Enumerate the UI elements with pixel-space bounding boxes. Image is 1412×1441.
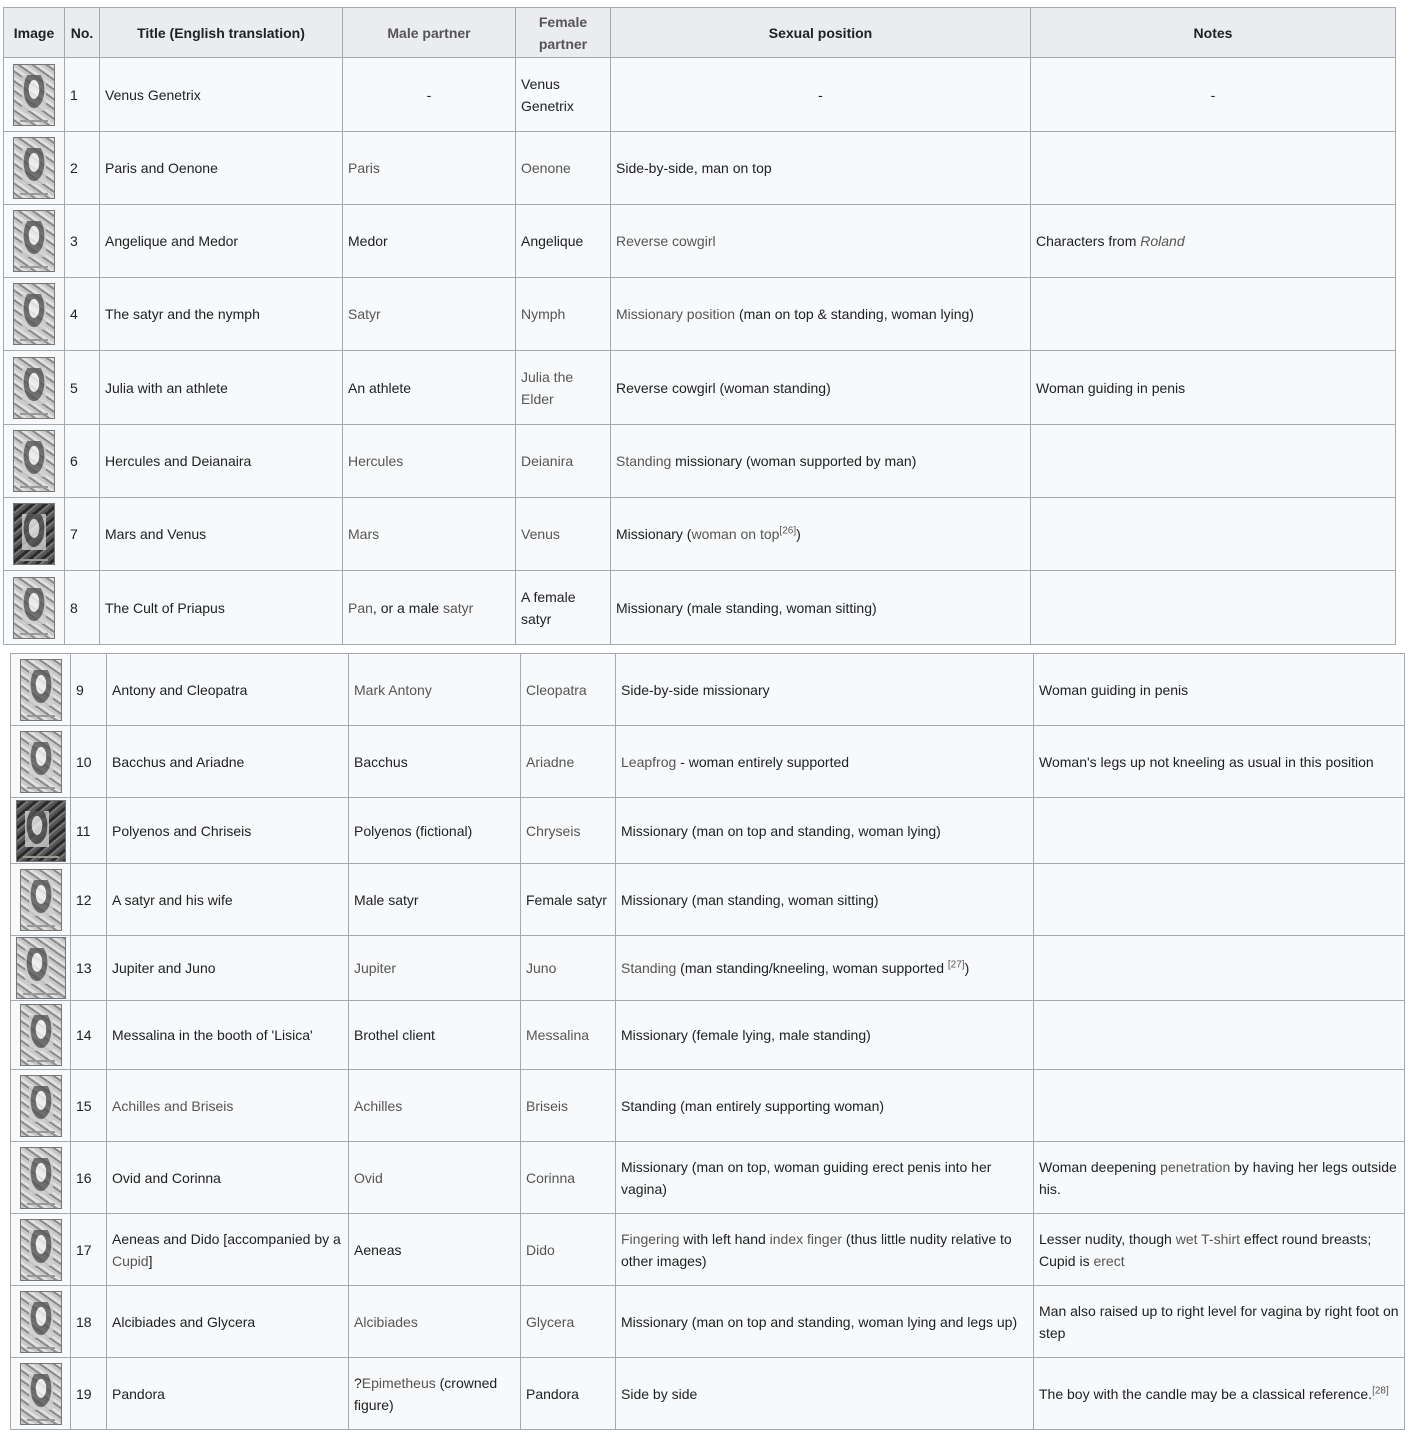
row-position: Missionary (male standing, woman sitting) — [611, 571, 1031, 645]
engraving-thumbnail[interactable] — [20, 869, 62, 931]
row-notes — [1031, 278, 1396, 351]
male-text-end: (crowned figure) — [354, 1374, 498, 1413]
male-link-satyr[interactable]: satyr — [442, 599, 474, 616]
row-number: 9 — [71, 654, 107, 726]
positions-table-part-2 — [10, 653, 1405, 1430]
row-position: Side by side — [616, 1358, 1034, 1430]
position-text-end: ) — [796, 526, 801, 542]
position-link-index-finger[interactable]: index finger — [769, 1230, 843, 1247]
row-title: Venus Genetrix — [100, 58, 343, 132]
row-male — [349, 1358, 521, 1430]
row-title: Ovid and Corinna — [107, 1142, 349, 1214]
row-notes — [1031, 132, 1396, 205]
row-female[interactable]: Oenone — [516, 132, 611, 205]
row-female: Female satyr — [521, 864, 616, 936]
notes-text: Lesser nudity, though — [1039, 1230, 1176, 1247]
table-row — [4, 571, 1396, 645]
male-link-epimetheus[interactable]: Epimetheus — [361, 1374, 436, 1391]
position-text: (man standing/kneeling, woman supported — [676, 960, 948, 976]
row-title: Mars and Venus — [100, 498, 343, 571]
row-title: Antony and Cleopatra — [107, 654, 349, 726]
notes-link-penetration[interactable]: penetration — [1160, 1158, 1231, 1175]
row-female: Pandora — [521, 1358, 616, 1430]
engraving-thumbnail[interactable] — [13, 503, 55, 565]
row-notes — [1034, 1214, 1405, 1286]
row-female: Venus Genetrix — [516, 58, 611, 132]
row-number: 19 — [71, 1358, 107, 1430]
row-number: 7 — [65, 498, 100, 571]
position-text: with left hand — [679, 1230, 770, 1247]
row-position: Missionary (man standing, woman sitting) — [616, 864, 1034, 936]
row-title: The satyr and the nymph — [100, 278, 343, 351]
row-position: Missionary (man on top and standing, woman lying and legs up) — [616, 1286, 1034, 1358]
engraving-thumbnail[interactable] — [20, 1075, 62, 1137]
row-female[interactable]: Dido — [521, 1214, 616, 1286]
citation-28[interactable]: [28] — [1372, 1384, 1389, 1396]
row-number: 2 — [65, 132, 100, 205]
notes-link-erect[interactable]: erect — [1093, 1252, 1125, 1269]
row-female[interactable]: Ariadne — [521, 726, 616, 798]
row-notes: Woman guiding in penis — [1031, 351, 1396, 425]
row-notes: Woman's legs up not kneeling as usual in this position — [1034, 726, 1405, 798]
table-row — [11, 1001, 1405, 1070]
title-text-end: ] — [148, 1252, 153, 1269]
male-text: , or a male — [372, 599, 443, 616]
row-title: Paris and Oenone — [100, 132, 343, 205]
row-male: Polyenos (fictional) — [349, 798, 521, 864]
row-title — [107, 1214, 349, 1286]
header-image[interactable]: Image — [4, 8, 65, 58]
row-number: 15 — [71, 1070, 107, 1142]
title-link-cupid[interactable]: Cupid — [112, 1252, 149, 1269]
row-male: An athlete — [343, 351, 516, 425]
position-link[interactable]: Leapfrog — [621, 753, 677, 770]
row-notes — [1031, 205, 1396, 278]
table-row — [11, 1214, 1405, 1286]
notes-link-wet-tshirt[interactable]: wet T-shirt — [1175, 1230, 1241, 1247]
position-link[interactable]: Standing — [621, 960, 677, 976]
position-text: (man on top & standing, woman lying) — [735, 306, 974, 322]
row-position — [611, 425, 1031, 498]
row-number: 13 — [71, 936, 107, 1001]
position-text: Missionary ( — [616, 526, 692, 542]
male-link-pan[interactable]: Pan — [348, 599, 373, 616]
row-position — [616, 936, 1034, 1001]
engraving-thumbnail[interactable] — [20, 1291, 62, 1353]
row-male[interactable]: Achilles — [349, 1070, 521, 1142]
row-notes — [1034, 864, 1405, 936]
position-text-end: ) — [964, 960, 970, 976]
row-title: Angelique and Medor — [100, 205, 343, 278]
header-title[interactable]: Title (English translation) — [100, 8, 343, 58]
row-female[interactable]: Cleopatra — [521, 654, 616, 726]
row-position: Missionary (man on top and standing, woman lying) — [616, 798, 1034, 864]
header-row — [4, 8, 1396, 58]
position-text: missionary (woman supported by man) — [671, 453, 917, 469]
position-link[interactable]: Missionary position — [616, 306, 736, 322]
row-position — [616, 726, 1034, 798]
row-female[interactable]: Messalina — [521, 1001, 616, 1070]
positions-table-part-1 — [3, 7, 1396, 645]
engraving-thumbnail[interactable] — [16, 800, 66, 862]
row-male: Brothel client — [349, 1001, 521, 1070]
row-female[interactable]: Nymph — [516, 278, 611, 351]
row-title: Julia with an athlete — [100, 351, 343, 425]
notes-text-mid: effect round breasts; Cupid is — [1039, 1230, 1372, 1269]
table-row — [11, 1358, 1405, 1430]
row-number: 3 — [65, 205, 100, 278]
engraving-thumbnail[interactable] — [20, 1219, 62, 1281]
position-link[interactable]: Standing — [616, 453, 672, 469]
row-number: 16 — [71, 1142, 107, 1214]
row-number: 14 — [71, 1001, 107, 1070]
table-row — [11, 1142, 1405, 1214]
row-male[interactable]: Hercules — [343, 425, 516, 498]
row-number: 1 — [65, 58, 100, 132]
row-notes: - — [1031, 58, 1396, 132]
row-position: Reverse cowgirl (woman standing) — [611, 351, 1031, 425]
engraving-thumbnail[interactable] — [16, 937, 66, 999]
table-row — [4, 278, 1396, 351]
notes-text: Woman deepening — [1039, 1158, 1161, 1175]
row-title: A satyr and his wife — [107, 864, 349, 936]
row-notes — [1034, 1070, 1405, 1142]
row-male: Bacchus — [349, 726, 521, 798]
row-number: 17 — [71, 1214, 107, 1286]
row-notes — [1031, 425, 1396, 498]
row-notes — [1034, 936, 1405, 1001]
row-notes — [1031, 498, 1396, 571]
position-link-fingering[interactable]: Fingering — [621, 1230, 680, 1247]
engraving-thumbnail[interactable] — [13, 283, 55, 345]
engraving-thumbnail[interactable] — [13, 577, 55, 639]
engraving-thumbnail[interactable] — [13, 137, 55, 199]
table-row — [4, 351, 1396, 425]
table-row — [4, 425, 1396, 498]
row-notes: Woman guiding in penis — [1034, 654, 1405, 726]
row-male: Medor — [343, 205, 516, 278]
title-text: Aeneas and Dido [accompanied by a — [112, 1230, 341, 1247]
row-number: 10 — [71, 726, 107, 798]
position-text-end: (thus little nudity relative to other images) — [621, 1230, 1012, 1269]
table-row — [11, 936, 1405, 1001]
row-title: Hercules and Deianaira — [100, 425, 343, 498]
row-female[interactable]: Briseis — [521, 1070, 616, 1142]
row-number: 18 — [71, 1286, 107, 1358]
citation-27[interactable]: [27] — [947, 959, 965, 971]
row-male[interactable]: Alcibiades — [349, 1286, 521, 1358]
row-male[interactable]: Paris — [343, 132, 516, 205]
header-position[interactable]: Sexual position — [611, 8, 1031, 58]
position-text: - woman entirely supported — [676, 753, 850, 770]
row-number: 6 — [65, 425, 100, 498]
row-number: 8 — [65, 571, 100, 645]
table-row — [11, 1286, 1405, 1358]
table-row — [11, 654, 1405, 726]
row-position: Side-by-side, man on top — [611, 132, 1031, 205]
row-male[interactable]: Mars — [343, 498, 516, 571]
row-female[interactable]: Glycera — [521, 1286, 616, 1358]
row-title: Jupiter and Juno — [107, 936, 349, 1001]
row-title: Polyenos and Chriseis — [107, 798, 349, 864]
engraving-thumbnail[interactable] — [20, 1363, 62, 1425]
row-male: Male satyr — [349, 864, 521, 936]
row-female: Angelique — [516, 205, 611, 278]
row-title[interactable]: Achilles and Briseis — [107, 1070, 349, 1142]
engraving-thumbnail[interactable] — [13, 210, 55, 272]
row-position: - — [611, 58, 1031, 132]
row-title: The Cult of Priapus — [100, 571, 343, 645]
row-male[interactable]: Mark Antony — [349, 654, 521, 726]
notes-link-roland[interactable]: Roland — [1140, 233, 1185, 249]
engraving-thumbnail[interactable] — [13, 430, 55, 492]
engraving-thumbnail[interactable] — [13, 64, 55, 126]
notes-text-end: by having her legs outside his. — [1039, 1158, 1397, 1197]
row-position — [611, 498, 1031, 571]
header-male[interactable]: Male partner — [343, 8, 516, 58]
row-number: 5 — [65, 351, 100, 425]
row-male — [343, 571, 516, 645]
row-number: 4 — [65, 278, 100, 351]
row-male: - — [343, 58, 516, 132]
row-female[interactable]: Corinna — [521, 1142, 616, 1214]
row-position — [616, 1214, 1034, 1286]
row-number: 11 — [71, 798, 107, 864]
engraving-thumbnail[interactable] — [20, 1004, 62, 1066]
table-row — [4, 498, 1396, 571]
engraving-thumbnail[interactable] — [20, 659, 62, 721]
row-female: A female satyr — [516, 571, 611, 645]
row-male[interactable]: Jupiter — [349, 936, 521, 1001]
row-position — [611, 278, 1031, 351]
table-row — [11, 864, 1405, 936]
engraving-thumbnail[interactable] — [13, 357, 55, 419]
engraving-thumbnail[interactable] — [20, 731, 62, 793]
header-female[interactable]: Female partner — [516, 8, 611, 58]
engraving-thumbnail[interactable] — [20, 1147, 62, 1209]
row-notes — [1034, 798, 1405, 864]
table-row — [4, 205, 1396, 278]
row-number: 12 — [71, 864, 107, 936]
notes-text: Characters from — [1036, 233, 1141, 249]
row-position: Missionary (man on top, woman guiding erect penis into her vagina) — [616, 1142, 1034, 1214]
table-row — [11, 798, 1405, 864]
male-text: ? — [354, 1374, 362, 1391]
row-male[interactable]: Satyr — [343, 278, 516, 351]
table-row — [4, 58, 1396, 132]
row-notes: Man also raised up to right level for vagina by right foot on step — [1034, 1286, 1405, 1358]
table-row — [11, 726, 1405, 798]
citation-26[interactable]: [26] — [779, 525, 797, 537]
row-position: Side-by-side missionary — [616, 654, 1034, 726]
header-no[interactable]: No. — [65, 8, 100, 58]
row-female[interactable]: Juno — [521, 936, 616, 1001]
table-row — [4, 132, 1396, 205]
row-notes — [1034, 1142, 1405, 1214]
row-female[interactable]: Deianira — [516, 425, 611, 498]
row-male: Aeneas — [349, 1214, 521, 1286]
row-position: Standing (man entirely supporting woman) — [616, 1070, 1034, 1142]
row-title: Pandora — [107, 1358, 349, 1430]
row-notes — [1034, 1001, 1405, 1070]
row-female[interactable]: Chryseis — [521, 798, 616, 864]
notes-text: The boy with the candle may be a classical reference. — [1039, 1385, 1373, 1402]
header-notes[interactable]: Notes — [1031, 8, 1396, 58]
row-title: Messalina in the booth of 'Lisica' — [107, 1001, 349, 1070]
row-position: Missionary (female lying, male standing) — [616, 1001, 1034, 1070]
row-title: Bacchus and Ariadne — [107, 726, 349, 798]
position-link[interactable]: woman on top — [691, 526, 780, 542]
row-position[interactable]: Reverse cowgirl — [611, 205, 1031, 278]
row-notes — [1034, 1358, 1405, 1430]
row-notes — [1031, 571, 1396, 645]
row-male[interactable]: Ovid — [349, 1142, 521, 1214]
table-row — [11, 1070, 1405, 1142]
row-female[interactable]: Julia the Elder — [516, 351, 611, 425]
row-female[interactable]: Venus — [516, 498, 611, 571]
row-title: Alcibiades and Glycera — [107, 1286, 349, 1358]
